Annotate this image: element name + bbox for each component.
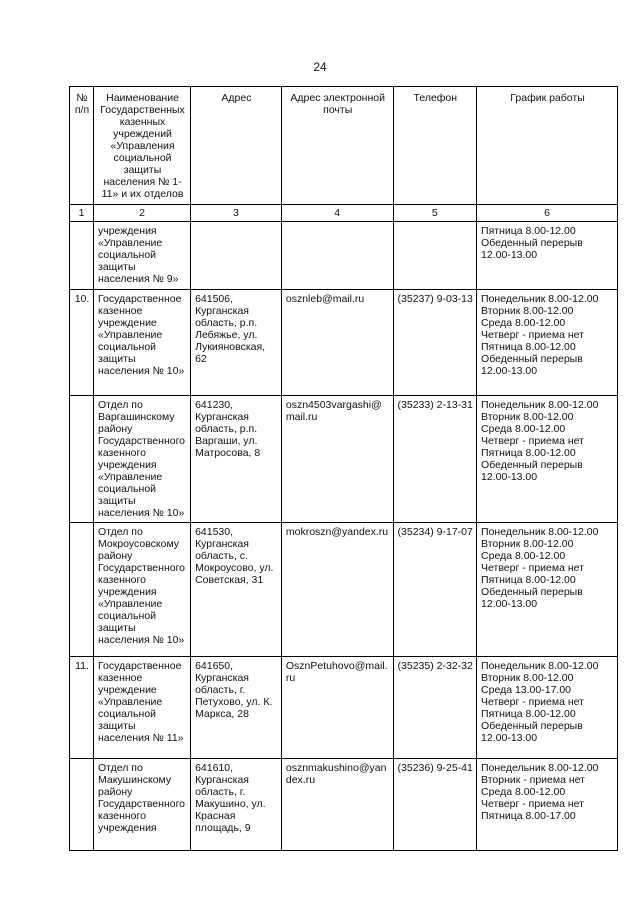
cell-schedule — [477, 657, 618, 759]
schedule-line: Обеденный перерыв 12.00-13.00 — [481, 353, 583, 377]
header-address: Адрес — [191, 87, 282, 205]
column-number: 5 — [393, 205, 477, 222]
cell-email: oszn4503vargashi@mail.ru — [281, 396, 393, 523]
schedule-line: Понедельник 8.00-12.00 — [481, 526, 599, 538]
schedule-line: Понедельник 8.00-12.00 — [481, 660, 599, 672]
table-row — [70, 523, 618, 657]
table-body — [70, 222, 618, 851]
cell-name: Отдел по Макушинскому району Государственного казенного учреждения — [94, 759, 191, 851]
column-number: 6 — [477, 205, 618, 222]
table-row — [70, 657, 618, 759]
cell-name: учреждения «Управление социальной защиты населения № 9» — [94, 222, 191, 290]
schedule-line: Среда 13.00-17.00 — [481, 684, 572, 696]
schedule-line: Обеденный перерыв 12.00-13.00 — [481, 720, 583, 744]
cell-name: Государственное казенное учреждение «Управление социальной защиты населения № 10» — [94, 290, 191, 396]
schedule-line: Четверг - приема нет — [481, 696, 584, 708]
header-email: Адрес электронной почты — [281, 87, 393, 205]
cell-phone — [393, 222, 477, 290]
cell-email — [281, 222, 393, 290]
cell-num — [70, 759, 94, 851]
schedule-line: Обеденный перерыв 12.00-13.00 — [481, 237, 583, 261]
cell-address: 641610, Курганская область, г. Макушино, ул. Красная площадь, 9 — [191, 759, 282, 851]
header-num: № п/п — [70, 87, 94, 205]
schedule-line: Вторник 8.00-12.00 — [481, 672, 574, 684]
schedule-line: Среда 8.00-12.00 — [481, 317, 566, 329]
schedule-line: Четверг - приема нет — [481, 798, 584, 810]
cell-name: Государственное казенное учреждение «Управление социальной защиты населения № 11» — [94, 657, 191, 759]
cell-address: 641506, Курганская область, р.п. Лебяжье, ул. Лукияновская, 62 — [191, 290, 282, 396]
cell-phone: (35234) 9-17-07 — [393, 523, 477, 657]
header-name: Наименование Государственных казенных учреждений «Управления социальной защиты населения № 1-11» и их отделов — [94, 87, 191, 205]
schedule-line: Среда 8.00-12.00 — [481, 550, 566, 562]
schedule-line: Вторник 8.00-12.00 — [481, 305, 574, 317]
cell-email: OsznPetuhovo@mail.ru — [281, 657, 393, 759]
cell-schedule — [477, 396, 618, 523]
table-row — [70, 222, 618, 290]
cell-num — [70, 222, 94, 290]
schedule-line: Понедельник 8.00-12.00 — [481, 293, 599, 305]
schedule-line: Среда 8.00-12.00 — [481, 423, 566, 435]
cell-num — [70, 523, 94, 657]
cell-num: 11. — [70, 657, 94, 759]
cell-email: mokroszn@yandex.ru — [281, 523, 393, 657]
schedule-line: Понедельник 8.00-12.00 — [481, 399, 599, 411]
schedule-line: Пятница 8.00-12.00 — [481, 341, 576, 353]
cell-phone: (35237) 9-03-13 — [393, 290, 477, 396]
column-number: 2 — [94, 205, 191, 222]
cell-address: 641650, Курганская область, г. Петухово, ул. К. Маркса, 28 — [191, 657, 282, 759]
schedule-line: Обеденный перерыв 12.00-13.00 — [481, 459, 583, 483]
schedule-line: Пятница 8.00-12.00 — [481, 225, 576, 237]
schedule-line: Пятница 8.00-12.00 — [481, 447, 576, 459]
schedule-line: Понедельник 8.00-12.00 — [481, 762, 599, 774]
schedule-line: Четверг - приема нет — [481, 435, 584, 447]
page-number: 24 — [313, 60, 327, 74]
table-row — [70, 396, 618, 523]
table-row — [70, 290, 618, 396]
header-phone: Телефон — [393, 87, 477, 205]
schedule-line: Вторник 8.00-12.00 — [481, 538, 574, 550]
table-header-row — [70, 87, 618, 205]
cell-num: 10. — [70, 290, 94, 396]
cell-schedule — [477, 222, 618, 290]
cell-name: Отдел по Мокроусовскому району Государственного казенного учреждения «Управление социальной защиты населения № 10» — [94, 523, 191, 657]
cell-schedule — [477, 759, 618, 851]
cell-email: osznmakushino@yandex.ru — [281, 759, 393, 851]
cell-phone: (35235) 2-32-32 — [393, 657, 477, 759]
schedule-line: Пятница 8.00-12.00 — [481, 574, 576, 586]
schedule-line: Обеденный перерыв 12.00-13.00 — [481, 586, 583, 610]
header-schedule: График работы — [477, 87, 618, 205]
table-row — [70, 759, 618, 851]
column-number: 4 — [281, 205, 393, 222]
column-number: 1 — [70, 205, 94, 222]
schedule-line: Четверг - приема нет — [481, 562, 584, 574]
schedule-line: Вторник 8.00-12.00 — [481, 411, 574, 423]
cell-address: 641230, Курганская область, р.п. Варгаши, ул. Матросова, 8 — [191, 396, 282, 523]
cell-phone: (35233) 2-13-31 — [393, 396, 477, 523]
schedule-line: Четверг - приема нет — [481, 329, 584, 341]
schedule-line: Пятница 8.00-17.00 — [481, 810, 576, 822]
cell-num — [70, 396, 94, 523]
cell-schedule — [477, 290, 618, 396]
schedule-line: Среда 8.00-12.00 — [481, 786, 566, 798]
column-number: 3 — [191, 205, 282, 222]
institutions-table — [69, 86, 618, 851]
schedule-line: Пятница 8.00-12.00 — [481, 708, 576, 720]
cell-name: Отдел по Варгашинскому району Государственного казенного учреждения «Управление социальной защиты населения № 10» — [94, 396, 191, 523]
cell-address: 641530, Курганская область, с. Мокроусово, ул. Советская, 31 — [191, 523, 282, 657]
column-numbers-row — [70, 205, 618, 222]
cell-phone: (35236) 9-25-41 — [393, 759, 477, 851]
schedule-line: Вторник - приема нет — [481, 774, 585, 786]
cell-address — [191, 222, 282, 290]
cell-email: osznleb@mail.ru — [281, 290, 393, 396]
cell-schedule — [477, 523, 618, 657]
